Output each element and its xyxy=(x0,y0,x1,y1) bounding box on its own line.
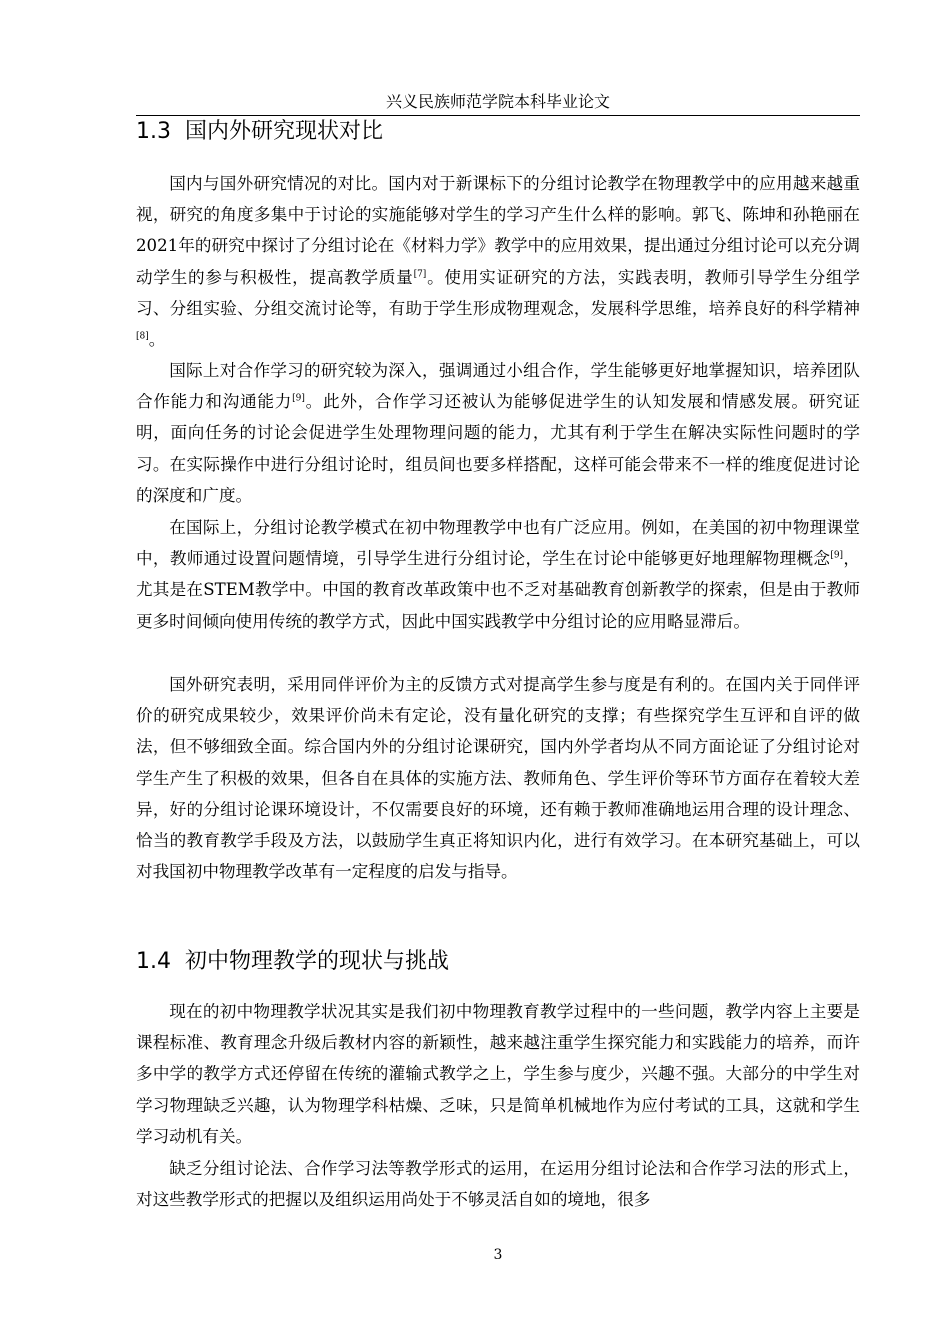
citation: [7] xyxy=(413,269,427,280)
paragraph-text: 。使用实证研究的方法，实践表明，教师引导学生分组学习、分组实验、分组交流讨论等，有助于学生形成物理观念，发展科学思维，培养良好的科学精神 xyxy=(136,267,861,318)
paragraph-text: 国际上对合作学习的研究较为深入，强调通过小组合作，学生能够更好地掌握知识，培养团队合作能力和沟通能力 xyxy=(136,361,860,412)
page-header: 兴义民族师范学院本科毕业论文 xyxy=(385,92,610,111)
paragraph-text: 缺乏分组讨论法、合作学习法等教学形式的运用，在运用分组讨论法和合作学习法的形式上，对这些教学形式的把握以及组织运用尚处于不够灵活自如的境地，很多 xyxy=(136,1159,860,1210)
citation: [9] xyxy=(292,393,305,404)
paragraph-text: 国外研究表明，采用同伴评价为主的反馈方式对提高学生参与度是有利的。在国内关于同伴评价的研究成果较少，效果评价尚未有定论，没有量化研究的支撑；有些探究学生互评和自评的做法，但不够细致全面。综合国内外的分组讨论课研究，国内外学者均从不同方面论证了分组讨论对学生产生了积极的效果，但各自在具体的实施方法、教师角色、学生评价等环节方面存在着较大差异，好的分组讨论课环境设计，不仅需要良好的环境，还有赖于教师准确地运用合理的设计理念、恰当的教育教学手段及方法，以鼓励学生真正将知识内化，进行有效学习。在本研究基础上，可以对我国初中物理教学改革有一定程度的启发与指导。 xyxy=(136,675,860,882)
citation: [8] xyxy=(136,331,149,342)
section-title-text: 国内外研究现状对比 xyxy=(185,119,384,144)
paragraph-text: 。 xyxy=(148,330,166,350)
section-heading-1-4 xyxy=(136,947,860,977)
header-rule xyxy=(136,115,860,116)
section-title-text: 初中物理教学的现状与挑战 xyxy=(185,949,450,974)
section-number: 1.4 xyxy=(136,949,171,974)
paragraph xyxy=(136,669,860,887)
section-heading-1-3 xyxy=(136,117,860,147)
paragraph xyxy=(136,996,860,1152)
paragraph-text: 现在的初中物理教学状况其实是我们初中物理教育教学过程中的一些问题，教学内容上主要是课程标准、教育理念升级后教材内容的新颖性，越来越注重学生探究能力和实践能力的培养，而许多中学的教学方式还停留在传统的灌输式教学之上，学生参与度少，兴趣不强。大部分的中学生对学习物理缺乏兴趣，认为物理学科枯燥、乏味，只是简单机械地作为应付考试的工具，这就和学生学习动机有关。 xyxy=(136,1002,860,1146)
paragraph xyxy=(136,355,860,511)
section-number: 1.3 xyxy=(136,119,171,144)
paragraph xyxy=(136,1153,860,1215)
page-number: 3 xyxy=(493,1247,503,1263)
paragraph xyxy=(136,168,860,355)
citation: [9] xyxy=(830,550,844,561)
paragraph-text: 在国际上，分组讨论教学模式在初中物理教学中也有广泛应用。例如，在美国的初中物理课堂中，教师通过设置问题情境，引导学生进行分组讨论，学生在讨论中能够更好地理解物理概念 xyxy=(136,518,860,569)
paragraph-text: 国内与国外研究情况的对比。国内对于新课标下的分组讨论教学在物理教学中的应用越来越重视，研究的角度多集中于讨论的实施能够对学生的学习产生什么样的影响。郭飞、陈坤和孙艳丽在2021年的研究中探讨了分组讨论在《材料力学》教学中的应用效果，提出通过分组讨论可以充分调动学生的参与积极性，提高教学质量 xyxy=(136,174,860,287)
paragraph xyxy=(136,512,860,637)
paragraph-text: 。此外，合作学习还被认为能够促进学生的认知发展和情感发展。研究证明，面向任务的讨论会促进学生处理物理问题的能力，尤其有利于学生在解决实际性问题时的学习。在实际操作中进行分组讨论时，组员间也要多样搭配，这样可能会带来不一样的维度促进讨论的深度和广度。 xyxy=(136,392,861,505)
paragraph-text: ，尤其是在STEM教学中。中国的教育改革政策中也不乏对基础教育创新教学的探索，但是由于教师更多时间倾向使用传统的教学方式，因此中国实践教学中分组讨论的应用略显滞后。 xyxy=(136,549,860,631)
